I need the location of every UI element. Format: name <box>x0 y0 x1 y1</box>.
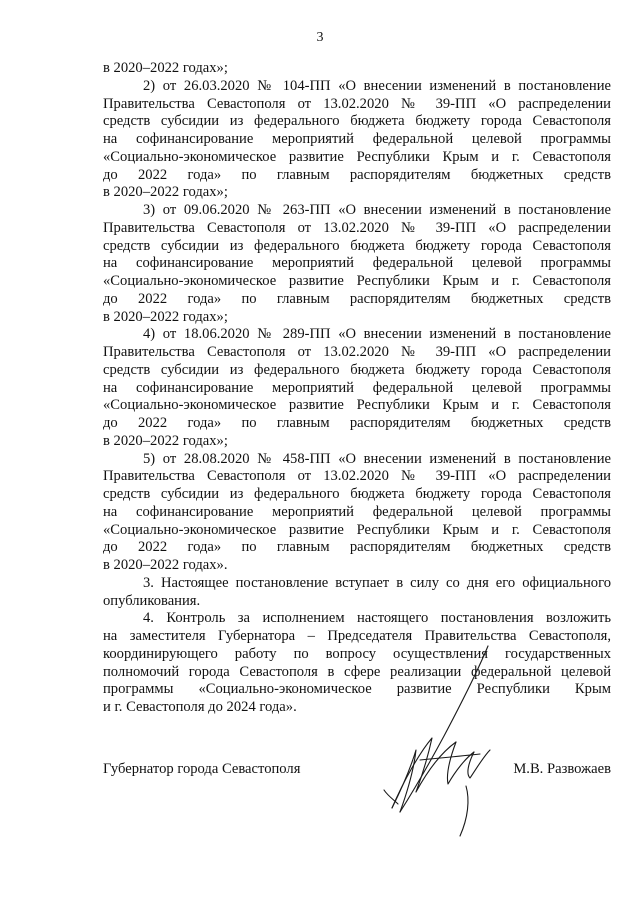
text-line: до 2022 года» по главным распорядителям бюджетных средств <box>103 290 611 307</box>
signatory-position: Губернатор города Севастополя <box>103 761 301 777</box>
text-line: на софинансирование мероприятий федеральной целевой программы <box>103 503 611 520</box>
text-line: в 2020–2022 годах»; <box>103 308 228 325</box>
text-line: Правительства Севастополя от 13.02.2020 № 39-ПП «О распределении <box>103 95 611 112</box>
text-line: 2) от 26.03.2020 № 104-ПП «О внесении изменений в постановление <box>143 77 611 94</box>
text-line: на софинансирование мероприятий федеральной целевой программы <box>103 379 611 396</box>
text-line: и г. Севастополя до 2024 года». <box>103 699 297 715</box>
text-line: на софинансирование мероприятий федеральной целевой программы <box>103 131 611 147</box>
text-line: «Социально-экономическое развитие Республики Крым и г. Севастополя <box>103 521 611 538</box>
text-line: средств субсидии из федерального бюджета бюджету города Севастополя <box>103 113 611 130</box>
text-line: в 2020–2022 годах»; <box>103 184 228 201</box>
text-line: средств субсидии из федерального бюджета бюджету города Севастополя <box>103 486 611 502</box>
text-line: Правительства Севастополя от 13.02.2020 № 39-ПП «О распределении <box>103 344 611 360</box>
text-line: 5) от 28.08.2020 № 458-ПП «О внесении изменений в постановление <box>143 450 611 467</box>
text-line: средств субсидии из федерального бюджета бюджету города Севастополя <box>103 361 611 378</box>
text-line: 4. Контроль за исполнением настоящего постановления возложить <box>143 610 611 627</box>
page-number: 3 <box>316 30 324 45</box>
text-line: опубликования. <box>103 592 201 609</box>
text-line: Правительства Севастополя от 13.02.2020 № 39-ПП «О распределении <box>103 219 611 236</box>
text-line: 3. Настоящее постановление вступает в силу со дня его официального <box>143 574 611 591</box>
text-line: 3) от 09.06.2020 № 263-ПП «О внесении изменений в постановление <box>143 202 611 218</box>
text-line: «Социально-экономическое развитие Республики Крым и г. Севастополя <box>103 273 611 289</box>
text-line: до 2022 года» по главным распорядителям бюджетных средств <box>103 415 611 431</box>
text-line: Правительства Севастополя от 13.02.2020 № 39-ПП «О распределении <box>103 468 611 485</box>
text-line: в 2020–2022 годах»; <box>103 60 228 76</box>
text-line: «Социально-экономическое развитие Республики Крым и г. Севастополя <box>103 397 611 414</box>
text-line: 4) от 18.06.2020 № 289-ПП «О внесении изменений в постановление <box>143 326 611 343</box>
text-line: на заместителя Губернатора – Председателя Правительства Севастополя, <box>103 628 611 644</box>
document-body <box>103 60 611 717</box>
text-line: «Социально-экономическое развитие Республики Крым и г. Севастополя <box>103 148 611 165</box>
text-line: в 2020–2022 годах». <box>103 557 228 573</box>
text-line: полномочий города Севастополя в сфере реализации федеральной целевой <box>103 663 611 680</box>
signatory-name: М.В. Развожаев <box>513 761 611 777</box>
handwritten-signature <box>370 640 520 850</box>
text-line: в 2020–2022 годах»; <box>103 432 228 449</box>
text-line: средств субсидии из федерального бюджета бюджету города Севастополя <box>103 237 611 254</box>
text-line: координирующего работу по вопросу осуществления государственных <box>103 645 611 662</box>
text-line: до 2022 года» по главным распорядителям бюджетных средств <box>103 539 611 556</box>
text-line: до 2022 года» по главным распорядителям бюджетных средств <box>103 166 611 183</box>
text-line: программы «Социально-экономическое развитие Республики Крым <box>103 681 611 698</box>
text-line: на софинансирование мероприятий федеральной целевой программы <box>103 255 611 272</box>
